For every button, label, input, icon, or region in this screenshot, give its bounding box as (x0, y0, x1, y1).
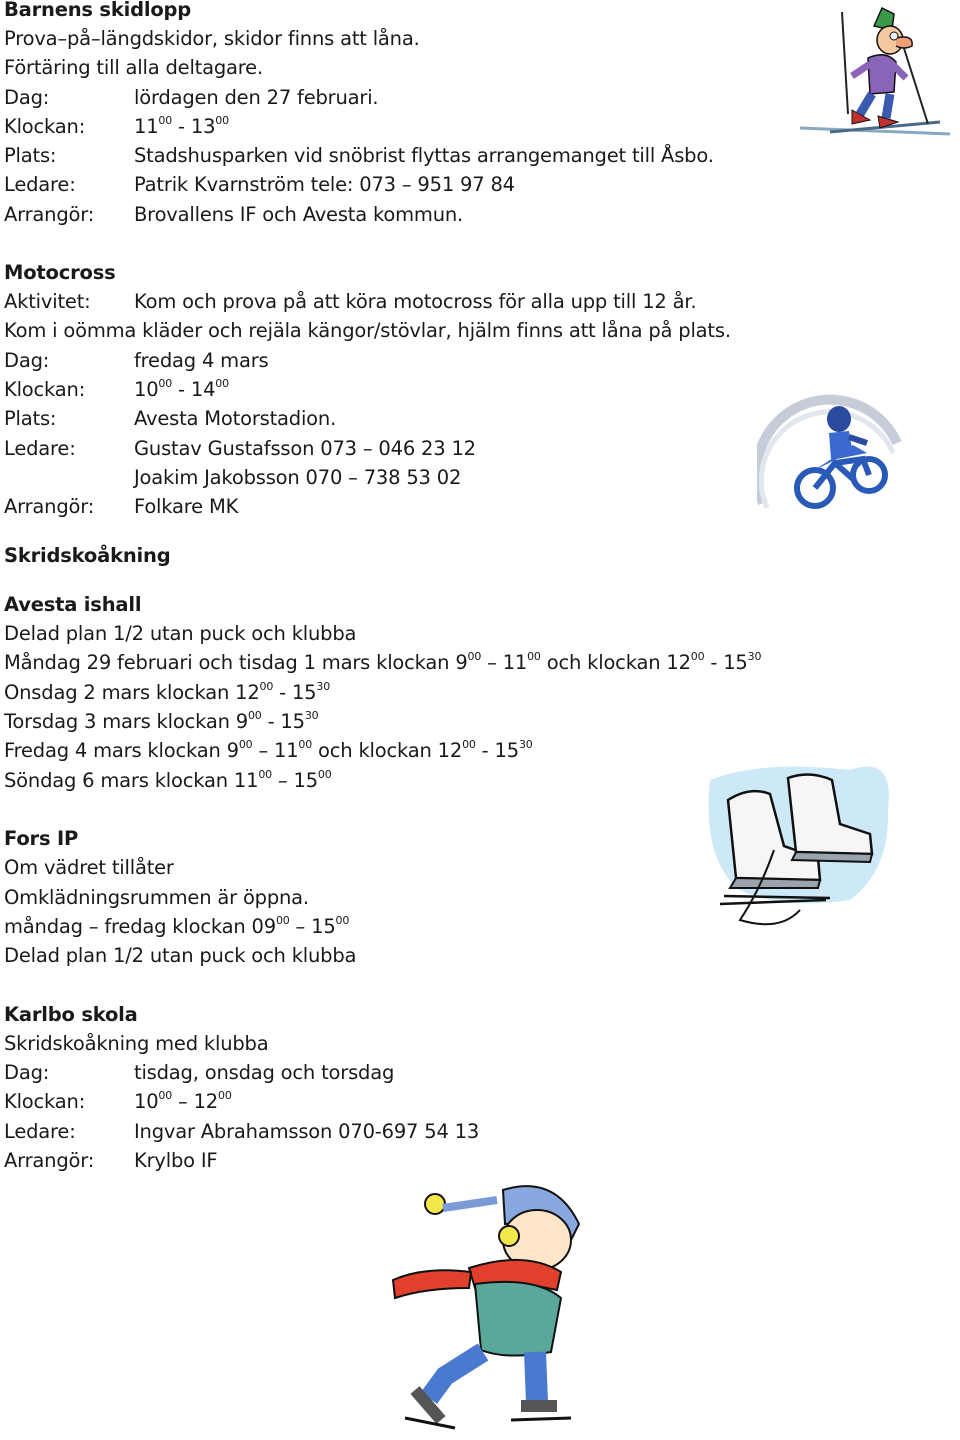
skidlopp-dag-row (4, 83, 378, 112)
motocross-dag-row (4, 346, 268, 375)
ledare-value: Patrik Kvarnström tele: 073 – 951 97 84 (134, 173, 515, 196)
skidlopp-intro-2: Förtäring till alla deltagare. (4, 56, 263, 79)
karlbo-ledare-row (4, 1117, 479, 1146)
motocross-note: Kom i oömma kläder och rejäla kängor/stövlar, hjälm finns att låna på plats. (4, 319, 731, 342)
avesta-ishall-heading: Avesta ishall (4, 593, 142, 616)
time-sep: – (172, 1090, 194, 1113)
skidlopp-heading: Barnens skidlopp (4, 0, 192, 21)
skidlopp-intro-1: Prova–på–längdskidor, skidor finns att låna. (4, 27, 420, 50)
text: Fredag 4 mars klockan 9 (4, 739, 239, 762)
skridsko-heading: Skridskoåkning (4, 544, 171, 567)
motocross-arrangor-row (4, 492, 238, 521)
sup: 00 (275, 914, 290, 927)
ledare-label: Ledare: (4, 173, 76, 196)
time-end-sup: 00 (215, 377, 229, 390)
time-sep: - (172, 115, 191, 138)
sup: 30 (747, 650, 762, 663)
dag-label: Dag: (4, 1061, 50, 1084)
motocross-plats-row (4, 404, 336, 433)
time-sep: - (172, 378, 191, 401)
time-end-sup: 00 (215, 114, 229, 127)
dag-value: tisdag, onsdag och torsdag (134, 1061, 395, 1084)
sup: 00 (690, 650, 705, 663)
plats-label: Plats: (4, 407, 57, 430)
karlbo-heading: Karlbo skola (4, 1003, 138, 1026)
time-end-sup: 00 (218, 1089, 232, 1102)
skidlopp-klockan-row (4, 112, 229, 141)
text: - 15 (475, 739, 519, 762)
text: måndag – fredag klockan 09 (4, 915, 276, 938)
arrangor-label: Arrangör: (4, 1149, 95, 1172)
motocross-heading: Motocross (4, 261, 116, 284)
ledare-value-1: Gustav Gustafsson 073 – 046 23 12 (134, 437, 476, 460)
sup: 00 (335, 914, 350, 927)
aktivitet-value: Kom och prova på att köra motocross för alla upp till 12 år. (134, 290, 697, 313)
klockan-label: Klockan: (4, 1090, 86, 1113)
avesta-line-3 (4, 678, 330, 707)
skier-clipart (790, 2, 958, 142)
time-start: 11 (134, 115, 159, 138)
sup: 30 (518, 738, 533, 751)
karlbo-line-1: Skridskoåkning med klubba (4, 1032, 269, 1055)
dag-value: fredag 4 mars (134, 349, 269, 372)
motocross-ledare-row (4, 434, 476, 463)
text: – 15 (289, 915, 336, 938)
time-start: 10 (134, 378, 159, 401)
skating-child-clipart (385, 1180, 600, 1435)
text: – 11 (252, 739, 299, 762)
sup: 00 (298, 738, 313, 751)
text: Torsdag 3 mars klockan 9 (4, 710, 248, 733)
skidlopp-ledare-row (4, 170, 515, 199)
sup: 30 (316, 680, 330, 693)
text: - 15 (261, 710, 305, 733)
time-end: 12 (193, 1090, 219, 1113)
klockan-label: Klockan: (4, 378, 86, 401)
motocross-klockan-row (4, 375, 229, 404)
skates-clipart (700, 750, 900, 940)
text: och klockan 12 (540, 651, 691, 674)
sup: 00 (258, 768, 272, 781)
sup: 30 (304, 709, 319, 722)
plats-value: Stadshusparken vid snöbrist flyttas arrangemanget till Åsbo. (134, 144, 714, 167)
motocross-aktivitet-row (4, 287, 696, 316)
time-end: 13 (190, 115, 216, 138)
time-start-sup: 00 (158, 1089, 173, 1102)
skidlopp-arrangor-row (4, 200, 463, 229)
sup: 00 (247, 709, 262, 722)
text: Onsdag 2 mars klockan 12 (4, 681, 260, 704)
arrangor-value: Folkare MK (134, 495, 239, 518)
avesta-line-1: Delad plan 1/2 utan puck och klubba (4, 622, 357, 645)
ledare-value: Ingvar Abrahamsson 070-697 54 13 (134, 1120, 480, 1143)
karlbo-arrangor-row (4, 1146, 217, 1175)
sup: 00 (462, 738, 476, 751)
avesta-line-6 (4, 766, 332, 795)
fors-line-4: Delad plan 1/2 utan puck och klubba (4, 944, 357, 967)
fors-line-3 (4, 912, 349, 941)
text: och klockan 12 (312, 739, 463, 762)
avesta-line-4 (4, 707, 318, 736)
text: – 15 (271, 769, 318, 792)
dag-label: Dag: (4, 86, 50, 109)
avesta-line-5 (4, 736, 533, 765)
plats-label: Plats: (4, 144, 57, 167)
karlbo-klockan-row (4, 1087, 232, 1116)
ledare-label: Ledare: (4, 437, 76, 460)
text: - 15 (704, 651, 748, 674)
motocross-clipart (757, 393, 907, 518)
sup: 00 (238, 738, 253, 751)
text: - 15 (273, 681, 317, 704)
text: – 11 (481, 651, 528, 674)
dag-label: Dag: (4, 349, 50, 372)
arrangor-value: Krylbo IF (134, 1149, 218, 1172)
text: Söndag 6 mars klockan 11 (4, 769, 259, 792)
avesta-line-2 (4, 648, 761, 677)
karlbo-dag-row (4, 1058, 394, 1087)
dag-value: lördagen den 27 februari. (134, 86, 379, 109)
skidlopp-plats-row (4, 141, 714, 170)
ledare-label: Ledare: (4, 1120, 76, 1143)
motocross-ledare-row-2 (4, 463, 461, 492)
plats-value: Avesta Motorstadion. (134, 407, 337, 430)
sup: 00 (527, 650, 541, 663)
arrangor-value: Brovallens IF och Avesta kommun. (134, 203, 464, 226)
ledare-value-2: Joakim Jakobsson 070 – 738 53 02 (134, 466, 462, 489)
fors-line-1: Om vädret tillåter (4, 856, 174, 879)
fors-ip-heading: Fors IP (4, 827, 79, 850)
time-start-sup: 00 (158, 377, 173, 390)
time-start-sup: 00 (158, 114, 173, 127)
fors-line-2: Omklädningsrummen är öppna. (4, 886, 309, 909)
sup: 00 (467, 650, 482, 663)
arrangor-label: Arrangör: (4, 495, 95, 518)
time-end: 14 (190, 378, 216, 401)
sup: 00 (259, 680, 274, 693)
klockan-label: Klockan: (4, 115, 86, 138)
sup: 00 (317, 768, 332, 781)
aktivitet-label: Aktivitet: (4, 290, 91, 313)
time-start: 10 (134, 1090, 159, 1113)
arrangor-label: Arrangör: (4, 203, 95, 226)
text: Måndag 29 februari och tisdag 1 mars klockan 9 (4, 651, 468, 674)
